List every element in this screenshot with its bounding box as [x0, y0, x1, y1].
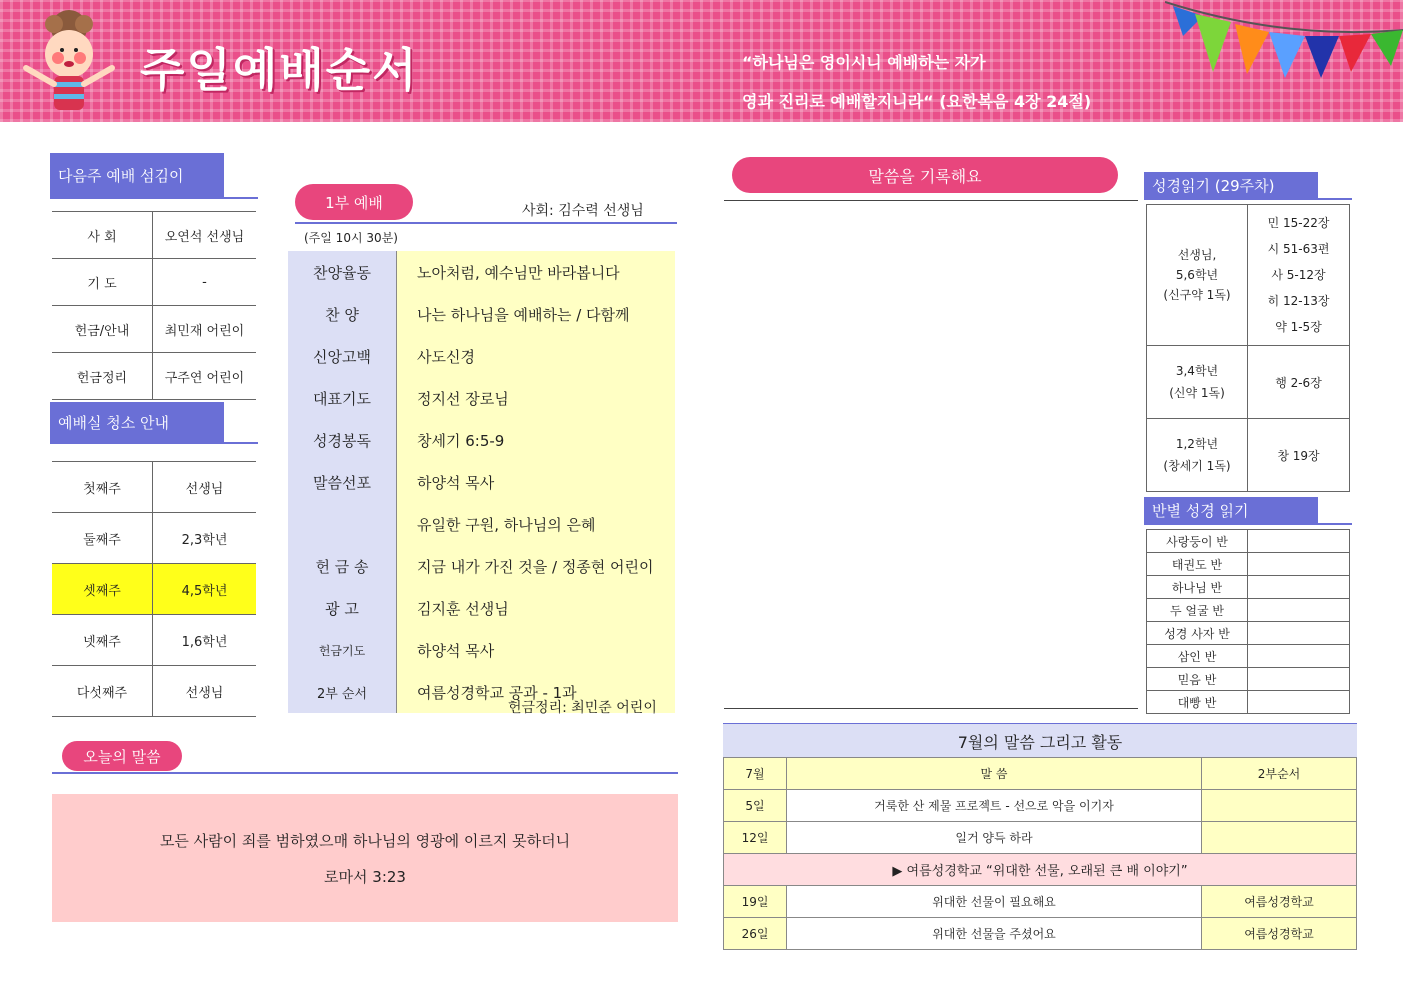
table-row	[724, 790, 1357, 822]
reader-group: 선생님, 5,6학년 (신구약 1독)	[1147, 205, 1248, 346]
date-cell: 12일	[724, 822, 787, 854]
order-detail: 나는 하나님을 예배하는 / 다함께	[397, 293, 676, 335]
order-detail: 여름성경학교 공과 - 1과	[397, 671, 676, 713]
class-reading-table	[1146, 529, 1350, 714]
table-row	[52, 259, 256, 306]
reading-item: 행 2-6장	[1248, 346, 1350, 419]
order-item: 헌금기도	[288, 629, 397, 671]
who-cell: 선생님	[153, 666, 257, 717]
person-cell: 최민재 어린이	[153, 306, 257, 353]
table-row	[288, 335, 675, 377]
class-check-cell	[1248, 668, 1350, 691]
reading-item: 약 1-5장	[1275, 320, 1322, 334]
cleaning-table	[52, 461, 256, 717]
table-row	[52, 462, 256, 513]
table-row-banner	[724, 854, 1357, 886]
week-cell: 셋째주	[52, 564, 153, 615]
role-cell: 헌금정리	[52, 353, 153, 400]
table-row	[1147, 599, 1350, 622]
order-item	[288, 503, 397, 545]
next-week-heading-rule	[50, 197, 258, 199]
second-cell	[1202, 822, 1357, 854]
class-check-cell	[1248, 599, 1350, 622]
class-check-cell	[1248, 576, 1350, 599]
who-cell: 4,5학년	[153, 564, 257, 615]
table-row	[1147, 668, 1350, 691]
word-cell: 거룩한 산 제물 프로젝트 - 선으로 악을 이기자	[787, 790, 1202, 822]
table-row	[288, 503, 675, 545]
word-cell: 위대한 선물을 주셨어요	[787, 918, 1202, 950]
person-cell: -	[153, 259, 257, 306]
order-item: 찬양율동	[288, 251, 397, 293]
table-row	[1147, 622, 1350, 645]
order-detail: 유일한 구원, 하나님의 은혜	[397, 503, 676, 545]
word-cell: 위대한 선물이 필요해요	[787, 886, 1202, 918]
table-row	[724, 822, 1357, 854]
reading-item: 민 15-22장	[1267, 216, 1330, 230]
table-row	[52, 513, 256, 564]
mascot-illustration	[14, 6, 124, 118]
notes-heading: 말씀을 기록해요	[732, 157, 1118, 193]
table-row	[288, 461, 675, 503]
verse-line-1: “하나님은 영이시니 예배하는 자가	[742, 53, 986, 72]
table-row	[1147, 205, 1350, 346]
class-check-cell	[1248, 691, 1350, 714]
second-cell: 여름성경학교	[1202, 886, 1357, 918]
class-name: 삼인 반	[1147, 645, 1248, 668]
notes-top-rule	[724, 200, 1138, 201]
who-cell: 1,6학년	[153, 615, 257, 666]
class-reading-heading: 반별 성경 읽기	[1144, 497, 1318, 523]
table-row-highlighted	[52, 564, 256, 615]
column-header-word: 말 씀	[787, 758, 1202, 790]
today-word-text: 모든 사람이 죄를 범하였으매 하나님의 영광에 이르지 못하더니	[159, 832, 571, 850]
verse-line-2: 영과 진리로 예배할지니라“ (요한복음 4장 24절)	[742, 92, 1092, 111]
reading-item: 시 51-63편	[1267, 242, 1330, 256]
order-item: 찬 양	[288, 293, 397, 335]
class-reading-rule	[1144, 523, 1352, 525]
vbs-banner: ▶ 여름성경학교 “위대한 선물, 오래된 큰 배 이야기”	[724, 854, 1357, 886]
service-footer: 헌금정리: 최민준 어린이	[508, 700, 657, 716]
class-name: 성경 사자 반	[1147, 622, 1248, 645]
class-name: 대빵 반	[1147, 691, 1248, 714]
bunting-decoration	[1165, 0, 1403, 90]
order-detail: 노아처럼, 예수님만 바라봅니다	[397, 251, 676, 293]
table-row	[1147, 346, 1350, 419]
order-item: 헌 금 송	[288, 545, 397, 587]
class-check-cell	[1248, 530, 1350, 553]
service-order-table	[288, 251, 675, 713]
second-cell: 여름성경학교	[1202, 918, 1357, 950]
person-cell: 구주연 어린이	[153, 353, 257, 400]
week-cell: 넷째주	[52, 615, 153, 666]
order-detail: 창세기 6:5-9	[397, 419, 676, 461]
order-detail: 하양석 목사	[397, 461, 676, 503]
bible-reading-table	[1146, 204, 1350, 492]
table-row	[52, 212, 256, 259]
table-row	[724, 918, 1357, 950]
date-cell: 5일	[724, 790, 787, 822]
order-detail: 지금 내가 가진 것을 / 정종현 어린이	[397, 545, 676, 587]
week-cell: 둘째주	[52, 513, 153, 564]
reader-group: 3,4학년 (신약 1독)	[1147, 346, 1248, 419]
reading-item: 사 5-12장	[1271, 268, 1326, 282]
class-name: 믿음 반	[1147, 668, 1248, 691]
table-row	[288, 251, 675, 293]
table-row	[1147, 576, 1350, 599]
reading-item: 히 12-13장	[1267, 294, 1330, 308]
column-header-second: 2부순서	[1202, 758, 1357, 790]
service-badge: 1부 예배	[295, 184, 413, 220]
order-detail: 정지선 장로님	[397, 377, 676, 419]
next-week-heading: 다음주 예배 섬김이	[50, 153, 224, 197]
table-row	[288, 545, 675, 587]
table-row	[1147, 530, 1350, 553]
reader-group: 1,2학년 (창세기 1독)	[1147, 419, 1248, 492]
order-item: 광 고	[288, 587, 397, 629]
who-cell: 2,3학년	[153, 513, 257, 564]
date-cell: 19일	[724, 886, 787, 918]
reading-list	[1248, 205, 1350, 346]
today-word-rule	[52, 772, 678, 774]
today-word-badge: 오늘의 말씀	[62, 741, 182, 771]
order-detail: 김지훈 선생님	[397, 587, 676, 629]
order-item: 신앙고백	[288, 335, 397, 377]
table-row	[52, 353, 256, 400]
table-row	[52, 306, 256, 353]
word-cell: 일거 양득 하라	[787, 822, 1202, 854]
bible-reading-rule	[1144, 198, 1352, 200]
page-title: 주일예배순서	[140, 43, 419, 97]
table-row	[1147, 691, 1350, 714]
table-row	[288, 419, 675, 461]
next-week-table	[52, 211, 256, 400]
column-header-month: 7월	[724, 758, 787, 790]
table-row	[1147, 645, 1350, 668]
second-cell	[1202, 790, 1357, 822]
class-check-cell	[1248, 645, 1350, 668]
class-name: 사랑둥이 반	[1147, 530, 1248, 553]
table-row	[288, 377, 675, 419]
order-detail: 사도신경	[397, 335, 676, 377]
order-item: 대표기도	[288, 377, 397, 419]
table-row	[288, 587, 675, 629]
class-name: 하나님 반	[1147, 576, 1248, 599]
service-host: 사회: 김수력 선생님	[522, 203, 644, 219]
role-cell: 헌금/안내	[52, 306, 153, 353]
table-row	[52, 615, 256, 666]
class-name: 두 얼굴 반	[1147, 599, 1248, 622]
order-detail: 하양석 목사	[397, 629, 676, 671]
table-row	[52, 666, 256, 717]
class-name: 태권도 반	[1147, 553, 1248, 576]
order-item: 2부 순서	[288, 671, 397, 713]
table-header-row	[724, 758, 1357, 790]
notes-bottom-rule	[724, 708, 1138, 709]
table-row	[288, 293, 675, 335]
order-item: 말씀선포	[288, 461, 397, 503]
date-cell: 26일	[724, 918, 787, 950]
table-row	[288, 629, 675, 671]
table-row	[1147, 553, 1350, 576]
role-cell: 기 도	[52, 259, 153, 306]
reading-item: 창 19장	[1248, 419, 1350, 492]
week-cell: 다섯째주	[52, 666, 153, 717]
person-cell: 오연석 선생님	[153, 212, 257, 259]
service-time: (주일 10시 30분)	[304, 231, 398, 245]
table-row	[1147, 419, 1350, 492]
who-cell: 선생님	[153, 462, 257, 513]
july-heading: 7월의 말씀 그리고 활동	[723, 723, 1357, 758]
table-row	[724, 886, 1357, 918]
order-item: 성경봉독	[288, 419, 397, 461]
today-word-ref: 로마서 3:23	[324, 868, 406, 886]
today-word-box	[52, 794, 678, 922]
week-cell: 첫째주	[52, 462, 153, 513]
bible-reading-heading: 성경읽기 (29주차)	[1144, 172, 1318, 198]
cleaning-heading-rule	[50, 442, 258, 444]
class-check-cell	[1248, 553, 1350, 576]
role-cell: 사 회	[52, 212, 153, 259]
class-check-cell	[1248, 622, 1350, 645]
service-rule	[295, 222, 677, 224]
july-table	[723, 757, 1357, 950]
cleaning-heading: 예배실 청소 안내	[50, 402, 224, 442]
